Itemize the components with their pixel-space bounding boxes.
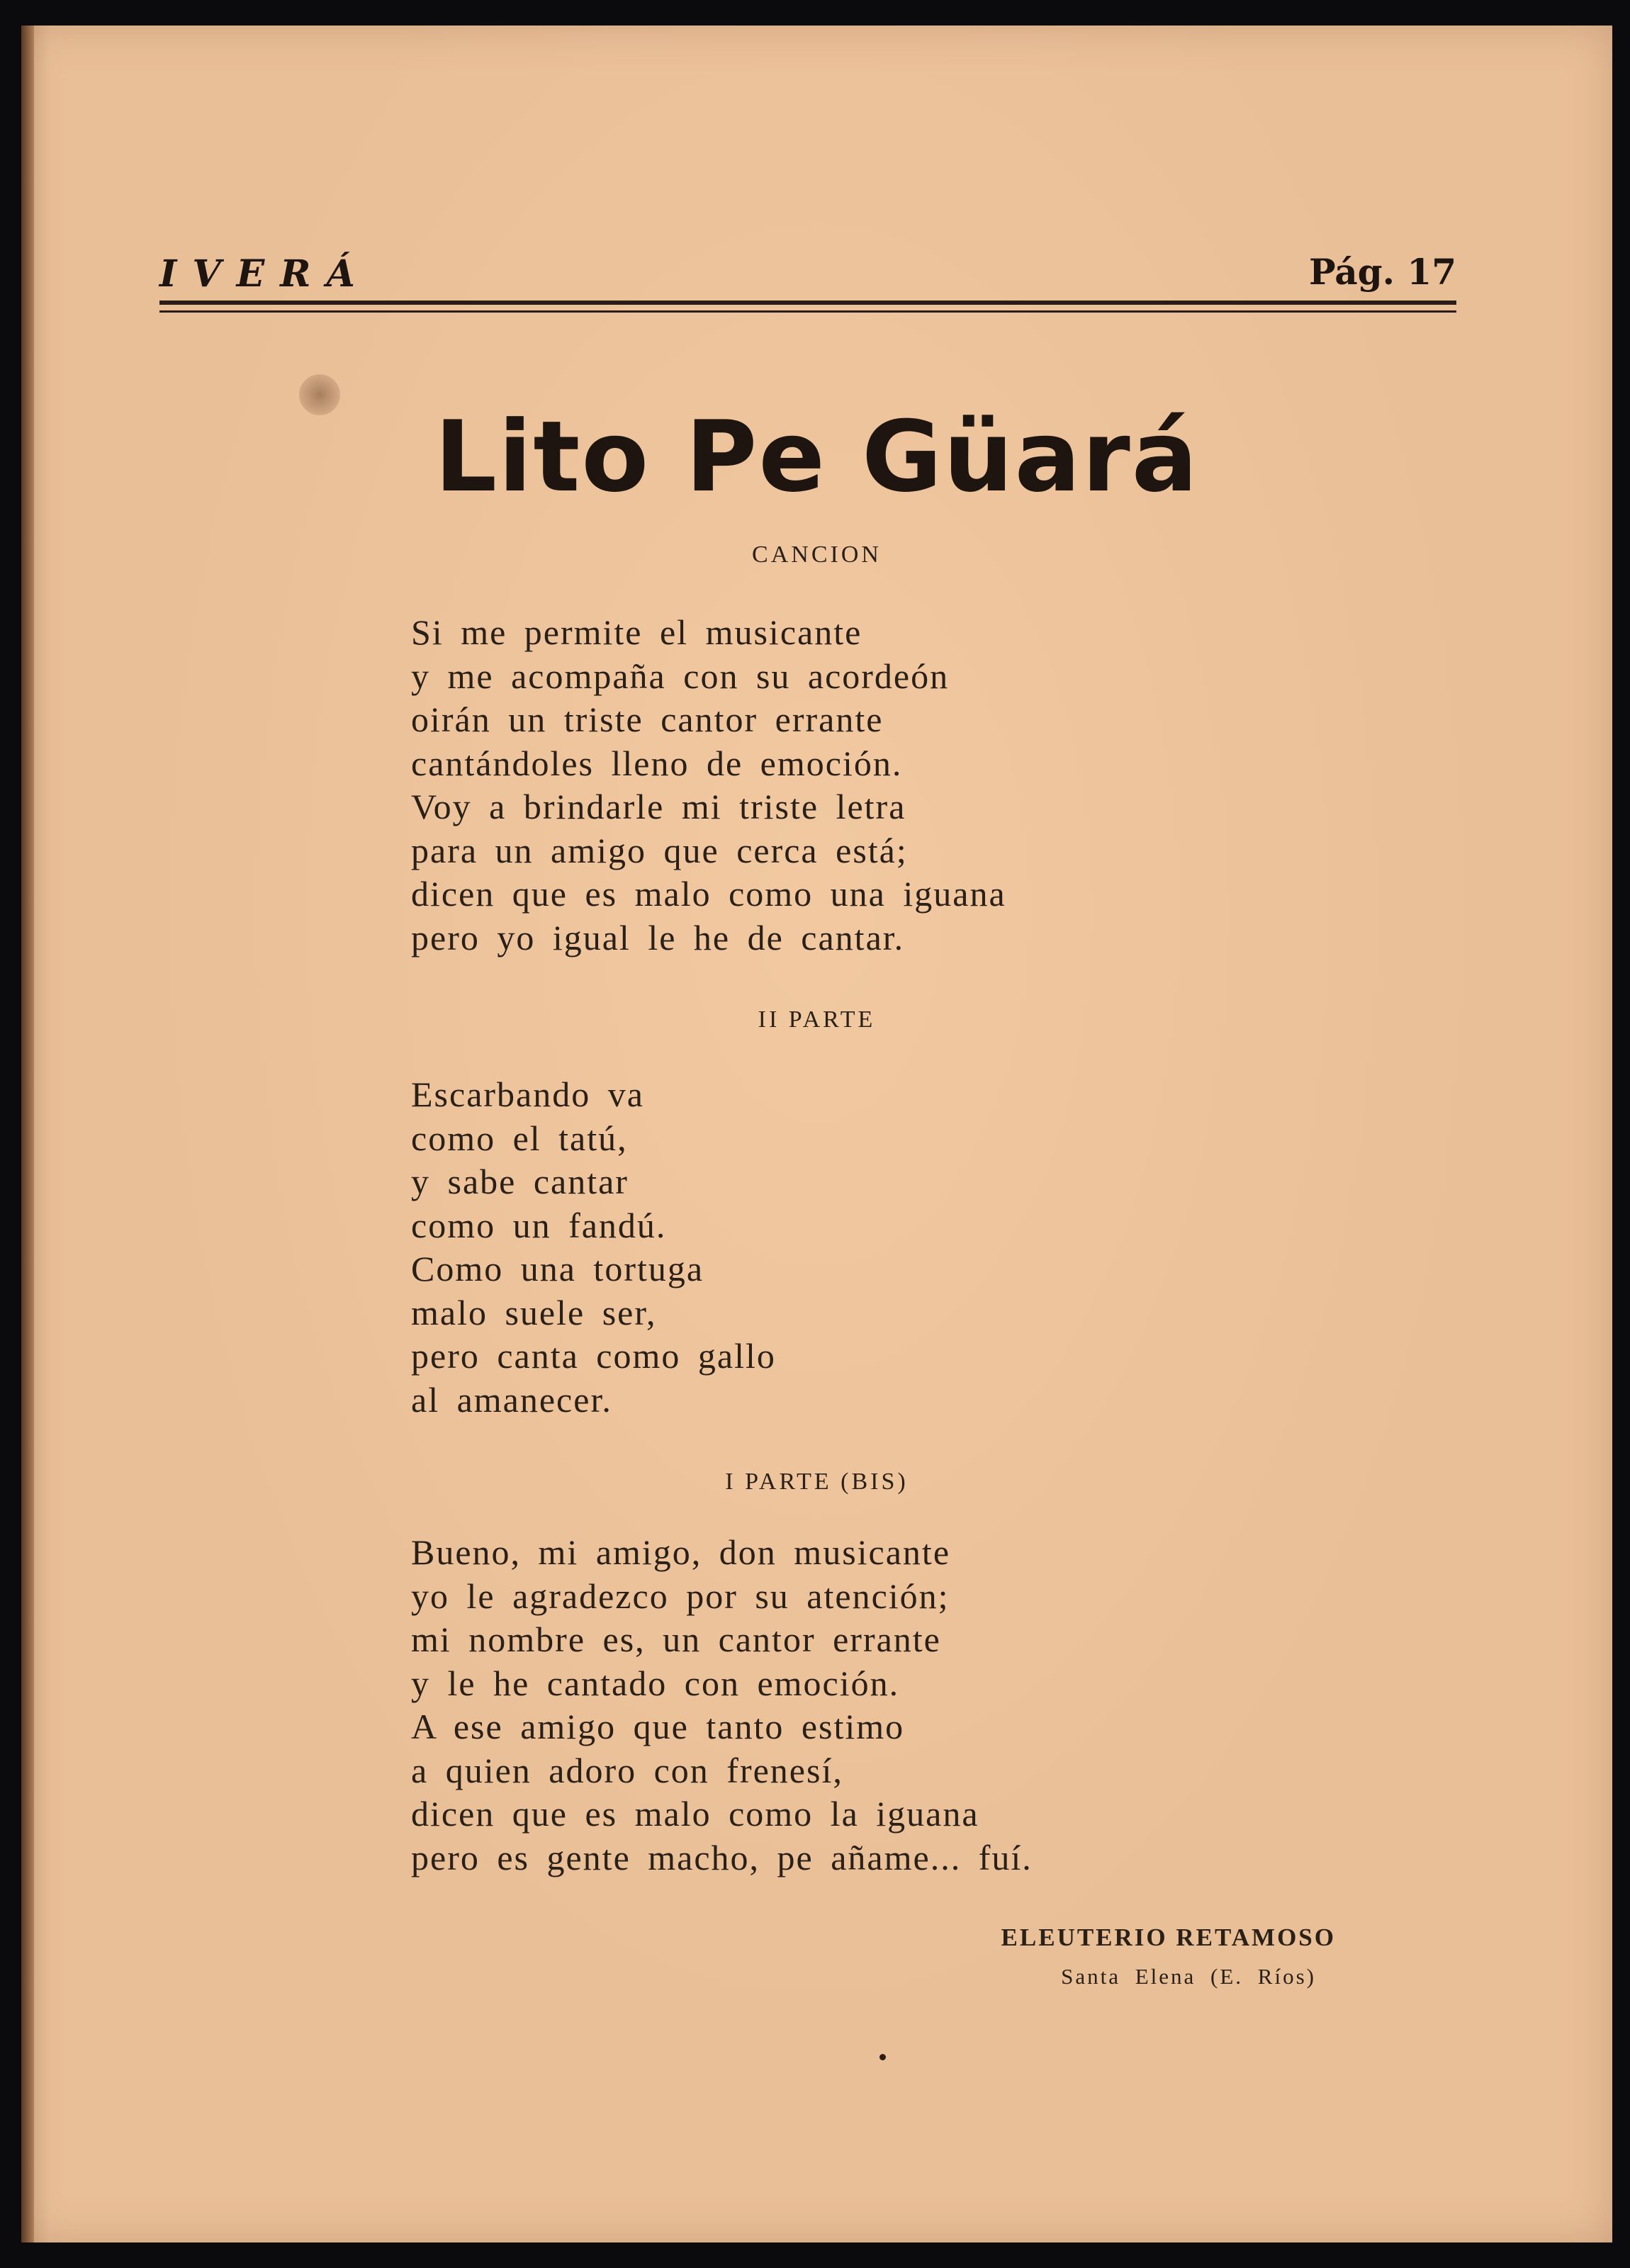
verse-line: oirán un triste cantor errante xyxy=(411,700,884,739)
section-heading-ii-parte: II PARTE xyxy=(758,1006,876,1033)
verse-line: dicen que es malo como la iguana xyxy=(411,1794,979,1834)
verse-line: Como una tortuga xyxy=(411,1249,704,1289)
verse-line: pero yo igual le he de cantar. xyxy=(411,917,905,958)
verse-line: como el tatú, xyxy=(411,1118,628,1158)
verse-line: y sabe cantar xyxy=(411,1162,629,1201)
magazine-name: IVERÁ xyxy=(159,252,371,296)
stanza-3 xyxy=(411,1531,1033,1880)
verse-line: Si me permite el musicante xyxy=(411,612,862,652)
magazine-page xyxy=(21,26,1612,2242)
verse-line: Escarbando va xyxy=(411,1074,644,1114)
verse-line: y me acompaña con su acordeón xyxy=(411,656,950,696)
verse-line: Bueno, mi amigo, don musicante xyxy=(411,1532,951,1572)
verse-line: Voy a brindarle mi triste letra xyxy=(411,787,906,826)
verse-line: pero es gente macho, pe añame... fuí. xyxy=(411,1837,1033,1877)
stanza-1 xyxy=(411,611,1006,960)
verse-line: dicen que es malo como una iguana xyxy=(411,874,1006,914)
verse-line: a quien adoro con frenesí, xyxy=(411,1750,843,1790)
header-rule-thin xyxy=(159,310,1456,313)
page-number: Pág. 17 xyxy=(1308,251,1456,293)
verse-line: mi nombre es, un cantor errante xyxy=(411,1619,941,1659)
verse-line: al amanecer. xyxy=(411,1379,612,1420)
verse-line: A ese amigo que tanto estimo xyxy=(411,1707,905,1746)
author-place: Santa Elena (E. Ríos) xyxy=(1061,1964,1316,1989)
section-heading-i-parte-bis: I PARTE (BIS) xyxy=(725,1469,909,1495)
verse-line: y le he cantado con emoción. xyxy=(411,1663,900,1703)
page-header xyxy=(159,224,1456,309)
author-name: ELEUTERIO RETAMOSO xyxy=(1001,1924,1336,1951)
section-heading-cancion: CANCION xyxy=(752,541,882,568)
verse-line: para un amigo que cerca está; xyxy=(411,830,908,870)
verse-line: pero canta como gallo xyxy=(411,1336,776,1376)
song-title: Lito Pe Güará xyxy=(434,400,1199,514)
verse-line: como un fandú. xyxy=(411,1205,667,1245)
verse-line: malo suele ser, xyxy=(411,1292,657,1332)
stanza-2 xyxy=(411,1073,776,1422)
verse-line: yo le agradezco por su atención; xyxy=(411,1576,950,1616)
header-rule-thick xyxy=(159,301,1456,305)
verse-line: cantándoles lleno de emoción. xyxy=(411,743,903,783)
ink-dot xyxy=(879,2054,886,2060)
page-binding-edge xyxy=(21,26,34,2242)
